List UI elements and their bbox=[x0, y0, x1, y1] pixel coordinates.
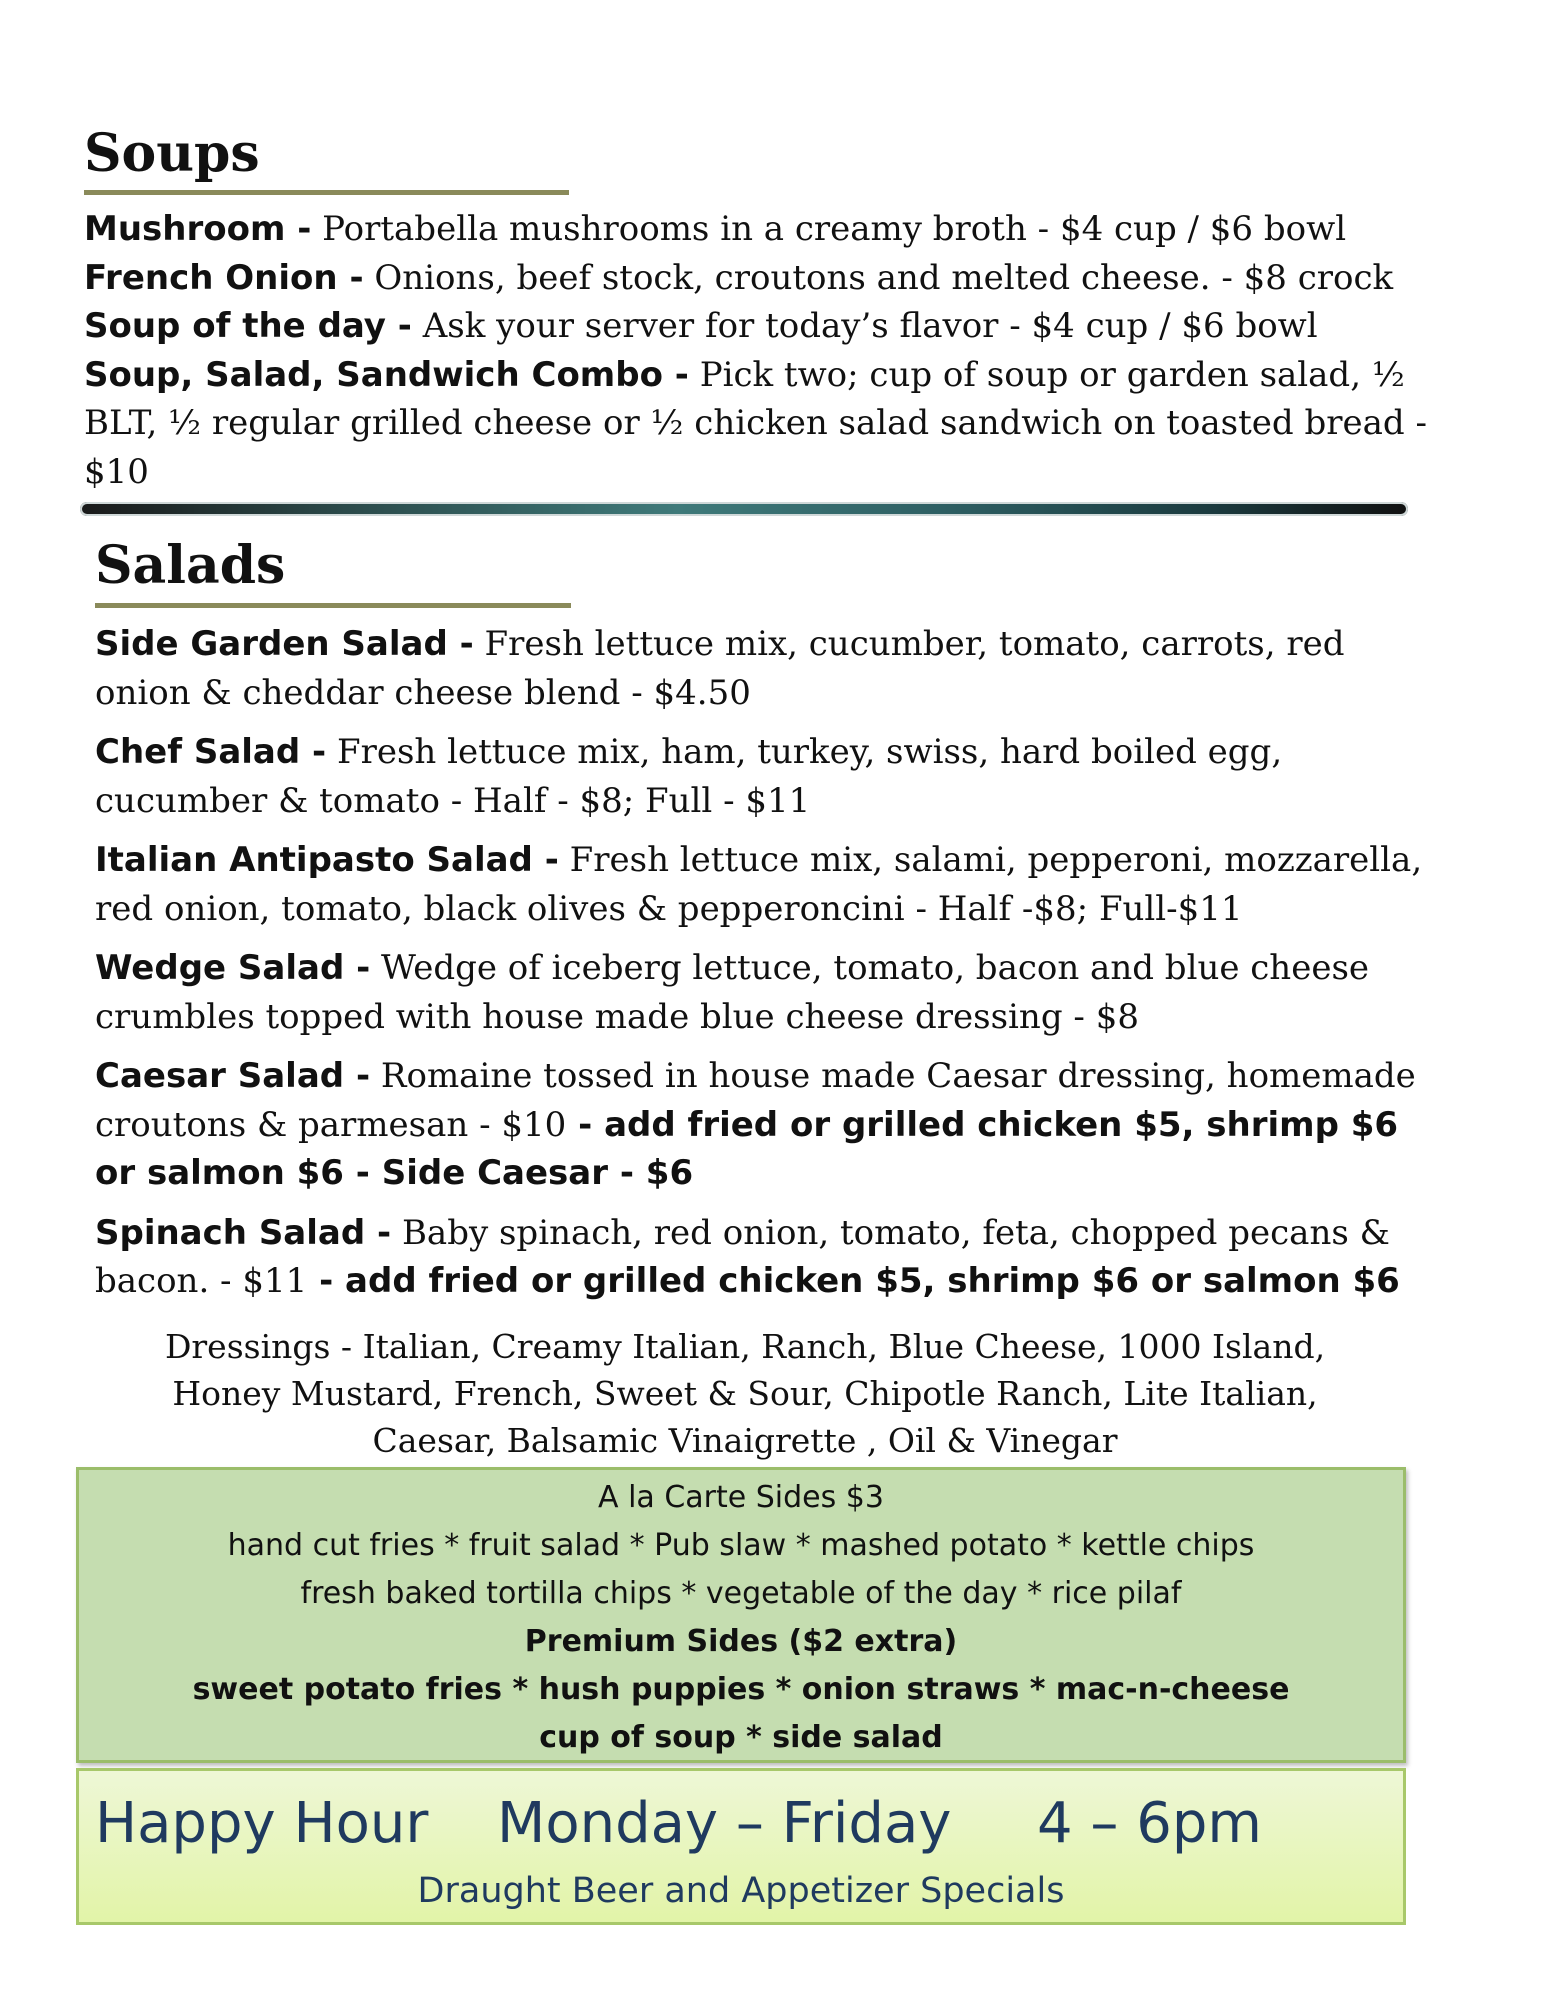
sides-title: A la Carte Sides $3 bbox=[598, 1480, 884, 1515]
item-description: Fresh lettuce mix, cucumber, tomato, carrots, red onion & cheddar cheese blend - $4.50 bbox=[95, 624, 1345, 713]
section-divider bbox=[80, 502, 1408, 516]
salads-list bbox=[95, 620, 1435, 1317]
item-description: Portabella mushrooms in a creamy broth - $4 cup / $6 bowl bbox=[311, 209, 1347, 249]
item-name: Soup of the day - bbox=[84, 306, 412, 346]
salad-item-side-garden bbox=[95, 620, 1435, 717]
salad-item-chef bbox=[95, 728, 1435, 825]
item-name: French Onion - bbox=[84, 257, 364, 298]
item-name: Spinach Salad - bbox=[95, 1212, 392, 1253]
item-name: Chef Salad - bbox=[95, 732, 327, 772]
premium-sides-line: cup of soup * side salad bbox=[539, 1720, 943, 1755]
happy-hour-days: Monday – Friday bbox=[497, 1791, 952, 1856]
item-name: Italian Antipasto Salad - bbox=[95, 840, 559, 880]
happy-hour-label: Happy Hour bbox=[95, 1791, 429, 1856]
item-name: Side Garden Salad - bbox=[95, 624, 474, 664]
sides-box bbox=[76, 1467, 1406, 1763]
salad-item-caesar bbox=[95, 1052, 1435, 1198]
soups-heading: Soups bbox=[84, 123, 260, 184]
item-name: Caesar Salad - bbox=[95, 1056, 371, 1096]
item-add-ons: - add fried or grilled chicken $5, shrimp $6 or salmon $6 bbox=[307, 1261, 1400, 1301]
item-description: Romaine tossed in house made Caesar dressing, homemade croutons & parmesan - $10 bbox=[95, 1056, 1416, 1145]
sides-line: fresh baked tortilla chips * vegetable of the day * rice pilaf bbox=[300, 1576, 1182, 1611]
dressings-line: Caesar, Balsamic Vinaigrette , Oil & Vinegar bbox=[372, 1421, 1118, 1460]
premium-sides-line: sweet potato fries * hush puppies * onion straws * mac-n-cheese bbox=[192, 1672, 1290, 1707]
dressings-list bbox=[95, 1323, 1395, 1464]
dressings-line: Honey Mustard, French, Sweet & Sour, Chipotle Ranch, Lite Italian, bbox=[172, 1374, 1318, 1413]
soups-heading-underline bbox=[84, 190, 569, 195]
item-description: Baby spinach, red onion, tomato, feta, chopped pecans & bacon. - $11 bbox=[95, 1212, 1390, 1301]
happy-hour-box bbox=[76, 1768, 1406, 1925]
item-description: Pick two; cup of soup or garden salad, ½ BLT, ½ regular grilled cheese or ½ chicken salad sandwich on toasted bread - $10 bbox=[84, 354, 1427, 492]
happy-hour-time: 4 – 6pm bbox=[1037, 1791, 1262, 1856]
item-description: Fresh lettuce mix, salami, pepperoni, mozzarella, red onion, tomato, black olives & pepperoncini - Half -$8; Full-$11 bbox=[95, 840, 1423, 929]
happy-hour-subtitle: Draught Beer and Appetizer Specials bbox=[417, 1871, 1065, 1911]
salad-item-wedge bbox=[95, 944, 1435, 1041]
soup-item-mushroom bbox=[84, 205, 1484, 254]
premium-sides-title: Premium Sides ($2 extra) bbox=[524, 1624, 958, 1659]
soup-item-combo bbox=[84, 351, 1484, 497]
item-name: Wedge Salad - bbox=[95, 948, 371, 988]
item-description: Wedge of iceberg lettuce, tomato, bacon and blue cheese crumbles topped with house made blue cheese dressing - $8 bbox=[95, 948, 1370, 1037]
salad-item-spinach bbox=[95, 1209, 1435, 1306]
soups-list bbox=[84, 205, 1484, 496]
item-add-ons: - add fried or grilled chicken $5, shrimp $6 or salmon $6 - Side Caesar - $6 bbox=[95, 1104, 1399, 1193]
sides-line: hand cut fries * fruit salad * Pub slaw * mashed potato * kettle chips bbox=[227, 1528, 1255, 1563]
salads-heading-underline bbox=[95, 603, 571, 608]
item-name: Soup, Salad, Sandwich Combo - bbox=[84, 354, 689, 395]
item-name: Mushroom - bbox=[84, 209, 312, 249]
item-description: Onions, beef stock, croutons and melted cheese. - $8 crock bbox=[363, 257, 1394, 298]
soup-item-soup-of-the-day bbox=[84, 302, 1484, 351]
soup-item-french-onion bbox=[84, 254, 1484, 303]
item-description: Fresh lettuce mix, ham, turkey, swiss, hard boiled egg, cucumber & tomato - Half - $8; Full - $11 bbox=[95, 732, 1283, 821]
salad-item-italian-antipasto bbox=[95, 836, 1435, 933]
dressings-line: Dressings - Italian, Creamy Italian, Ranch, Blue Cheese, 1000 Island, bbox=[164, 1327, 1326, 1366]
item-description: Ask your server for today’s flavor - $4 cup / $6 bowl bbox=[411, 306, 1318, 346]
salads-heading: Salads bbox=[95, 535, 286, 596]
